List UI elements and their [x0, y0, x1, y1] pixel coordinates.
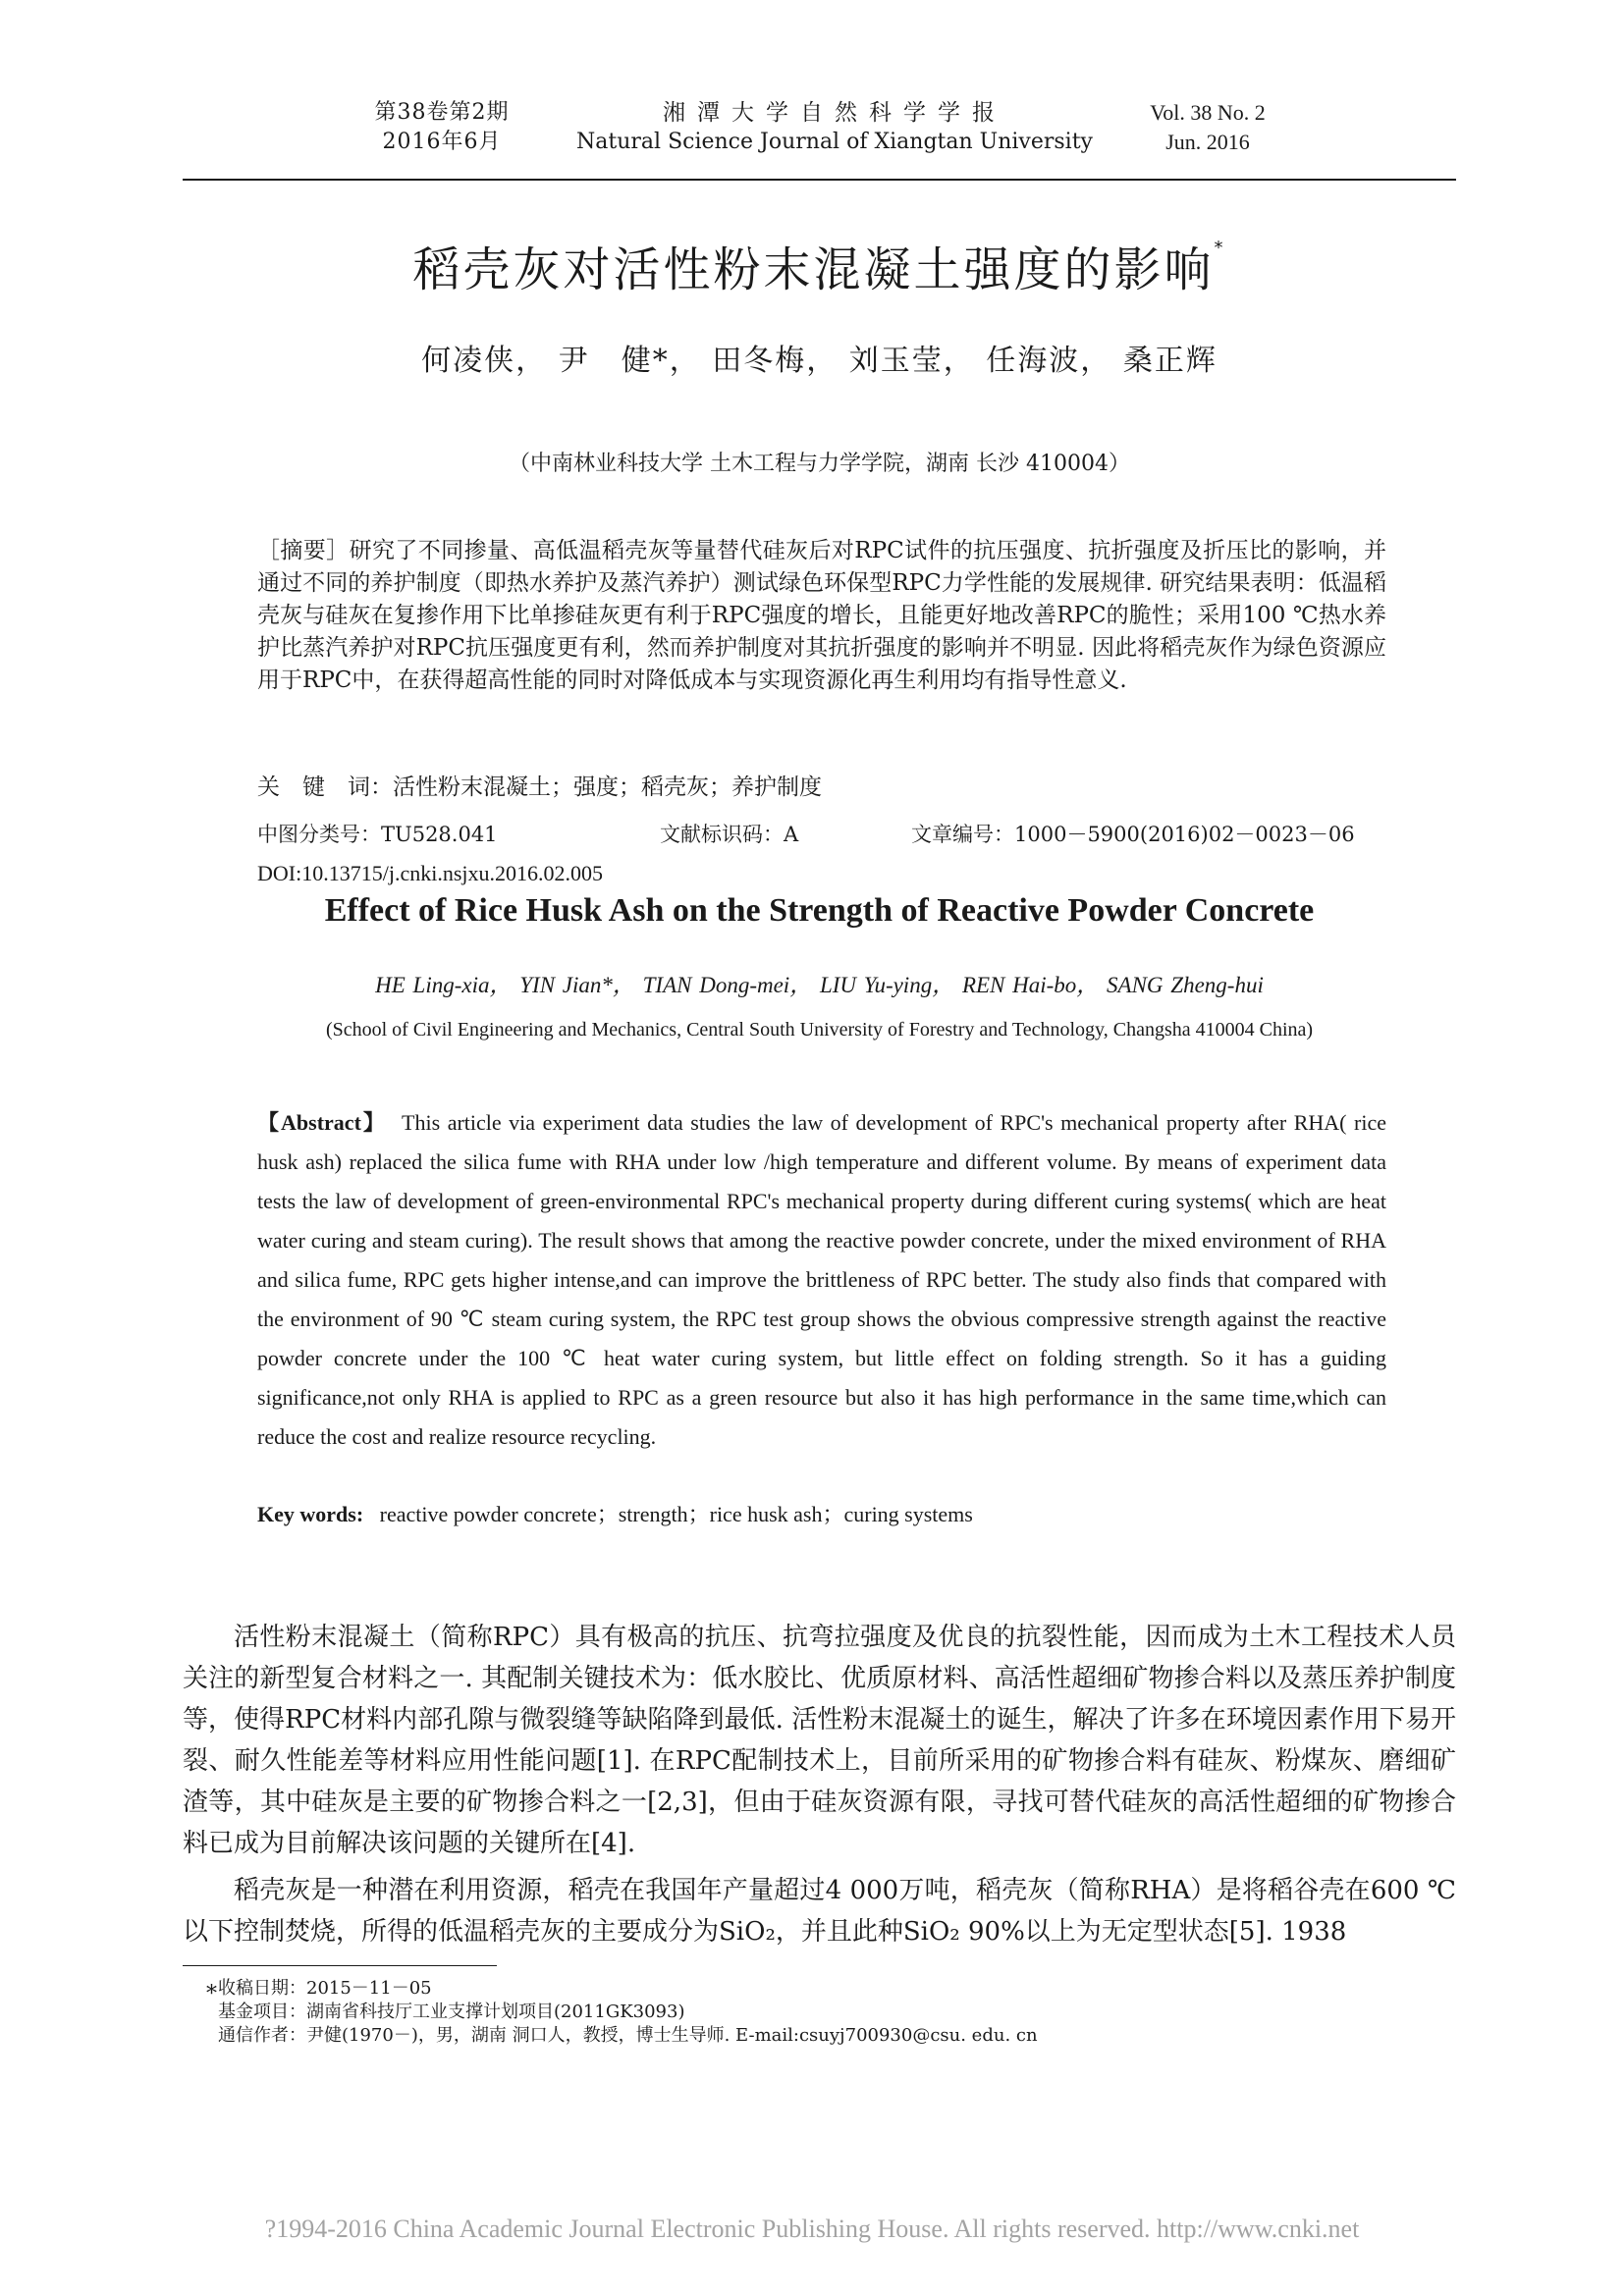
- header-journal-en: Natural Science Journal of Xiangtan University: [576, 130, 1093, 154]
- abstract-en: [257, 1103, 1386, 1457]
- title-footnote-marker: *: [1214, 238, 1226, 258]
- keywords-en: [257, 1498, 1386, 1531]
- copyright-notice: ?1994-2016 China Academic Journal Electronic Publishing House. All rights reserved. http://www.cnki.net: [264, 2215, 1360, 2243]
- authors-en: HE Ling-xia， YIN Jian*， TIAN Dong-mei， LIU Yu-ying， REN Hai-bo， SANG Zheng-hui: [375, 973, 1264, 997]
- header-rule: [183, 179, 1456, 181]
- paper-title-en: Effect of Rice Husk Ash on the Strength of Reactive Powder Concrete: [324, 892, 1315, 929]
- header-journal-cn: 湘潭大学自然科学学报: [663, 100, 1006, 126]
- doc-code-value: A: [784, 823, 799, 846]
- clc-label: 中图分类号：: [257, 823, 381, 846]
- keywords-cn: [257, 772, 1386, 804]
- article-number: [911, 820, 1355, 849]
- abstract-en-label: 【Abstract】: [257, 1110, 387, 1135]
- body-paragraph-1: 活性粉末混凝土（简称RPC）具有极高的抗压、抗弯拉强度及优良的抗裂性能，因而成为土木工程技术人员关注的新型复合材料之一. 其配制关键技术为：低水胶比、优质原材料、高活性超细矿物掺合料以及蒸压养护制度等，使得RPC材料内部孔隙与微裂缝等缺陷降到最低. 活性粉末混凝土的诞生，解决了许多在环境因素作用下易开裂、耐久性能差等材料应用性能问题[1]. 在RPC配制技术上，目前所采用的矿物掺合料有硅灰、粉煤灰、磨细矿渣等，其中硅灰是主要的矿物掺合料之一[2,3]，但由于硅灰资源有限，寻找可替代硅灰的高活性超细的矿物掺合料已成为目前解决该问题的关键所在[4].: [183, 1623, 1456, 1858]
- authors-cn: 何凌侠， 尹 健*， 田冬梅， 刘玉莹， 任海波， 桑正辉: [421, 344, 1218, 378]
- affiliation-cn: （中南林业科技大学 土木工程与力学学院，湖南 长沙 410004）: [509, 452, 1130, 476]
- title-text: 稻壳灰对活性粉末混凝土强度的影响: [412, 242, 1215, 297]
- keywords-cn-text: 活性粉末混凝土；强度；稻壳灰；养护制度: [393, 774, 822, 800]
- footnote-rule: [183, 1965, 497, 1966]
- footnote-received: 收稿日期：2015－11－05: [218, 1978, 432, 1999]
- footnotes: [206, 1977, 1347, 2048]
- footnote-corresponding: 通信作者：尹健(1970－)，男，湖南 洞口人，教授，博士生导师. E-mail:csuyj700930@csu. edu. cn: [218, 2025, 1038, 2046]
- keywords-en-label: Key words:: [257, 1502, 364, 1526]
- header-volume-issue: [344, 98, 540, 157]
- footnote-marker: *: [206, 1982, 217, 2006]
- abstract-cn-text: 研究了不同掺量、高低温稻壳灰等量替代硅灰后对RPC试件的抗压强度、抗折强度及折压比的影响，并通过不同的养护制度（即热水养护及蒸汽养护）测试绿色环保型RPC力学性能的发展规律. 研究结果表明：低温稻壳灰与硅灰在复掺作用下比单掺硅灰更有利于RPC强度的增长，且能更好地改善RPC的脆性；采用100 ℃热水养护比蒸汽养护对RPC抗压强度更有利，然而养护制度对其抗折强度的影响并不明显. 因此将稻壳灰作为绿色资源应用于RPC中，在获得超高性能的同时对降低成本与实现资源化再生利用均有指导性意义.: [257, 538, 1386, 693]
- body-text: [183, 1617, 1456, 1952]
- header-vol-issue-cn: 第38卷第2期: [374, 100, 510, 125]
- header-journal: [550, 98, 1119, 157]
- header-volume-en: [1110, 98, 1306, 157]
- keywords-cn-label: 关 键 词：: [257, 774, 393, 800]
- keywords-en-text: reactive powder concrete；strength；rice husk ash；curing systems: [379, 1502, 973, 1526]
- doi: DOI:10.13715/j.cnki.nsjxu.2016.02.005: [257, 861, 603, 885]
- header-vol-issue-en: Vol. 38 No. 2: [1150, 100, 1266, 125]
- header-date-cn: 2016年6月: [382, 130, 502, 154]
- article-no-label: 文章编号：: [911, 823, 1014, 846]
- abstract-cn: [257, 535, 1386, 697]
- paper-title-cn: [183, 232, 1456, 299]
- document-code: [660, 820, 798, 849]
- footnote-funding: 基金项目：湖南省科技厅工业支撑计划项目(2011GK3093): [218, 2002, 685, 2022]
- abstract-cn-label: ［摘要］: [257, 538, 350, 563]
- clc-number: [257, 820, 498, 849]
- body-paragraph-2: 稻壳灰是一种潜在利用资源，稻壳在我国年产量超过4 000万吨，稻壳灰（简称RHA）是将稻谷壳在600 ℃以下控制焚烧，所得的低温稻壳灰的主要成分为SiO₂，并且此种SiO₂ 90%以上为无定型状态[5]. 1938: [183, 1876, 1456, 1947]
- article-no-value: 1000－5900(2016)02－0023－06: [1014, 823, 1355, 846]
- header-date-en: Jun. 2016: [1165, 130, 1250, 154]
- doc-code-label: 文献标识码：: [660, 823, 784, 846]
- affiliation-en: (School of Civil Engineering and Mechanics, Central South University of Forestry and Technology, Changsha 410004 China): [325, 1019, 1314, 1041]
- clc-value: TU528.041: [381, 823, 498, 846]
- abstract-en-text: This article via experiment data studies the law of development of RPC's mechanical property after RHA( rice husk ash) replaced the silica fume with RHA under low /high temperature and different volume. By means of experiment data tests the law of development of green-environmental RPC's mechanical property during different curing systems( which are heat water curing and steam curing). The result shows that among the reactive powder concrete, under the mixed environment of RHA and silica fume, RPC gets higher intense,and can improve the brittleness of RPC better. The study also finds that compared with the environment of 90 ℃ steam curing system, the RPC test group shows the obvious compressive strength against the reactive powder concrete under the 100 ℃ heat water curing system, but little effect on folding strength. So it has a guiding significance,not only RHA is applied to RPC as a green resource but also it has high performance in the same time,which can reduce the cost and realize resource recycling.: [257, 1110, 1386, 1449]
